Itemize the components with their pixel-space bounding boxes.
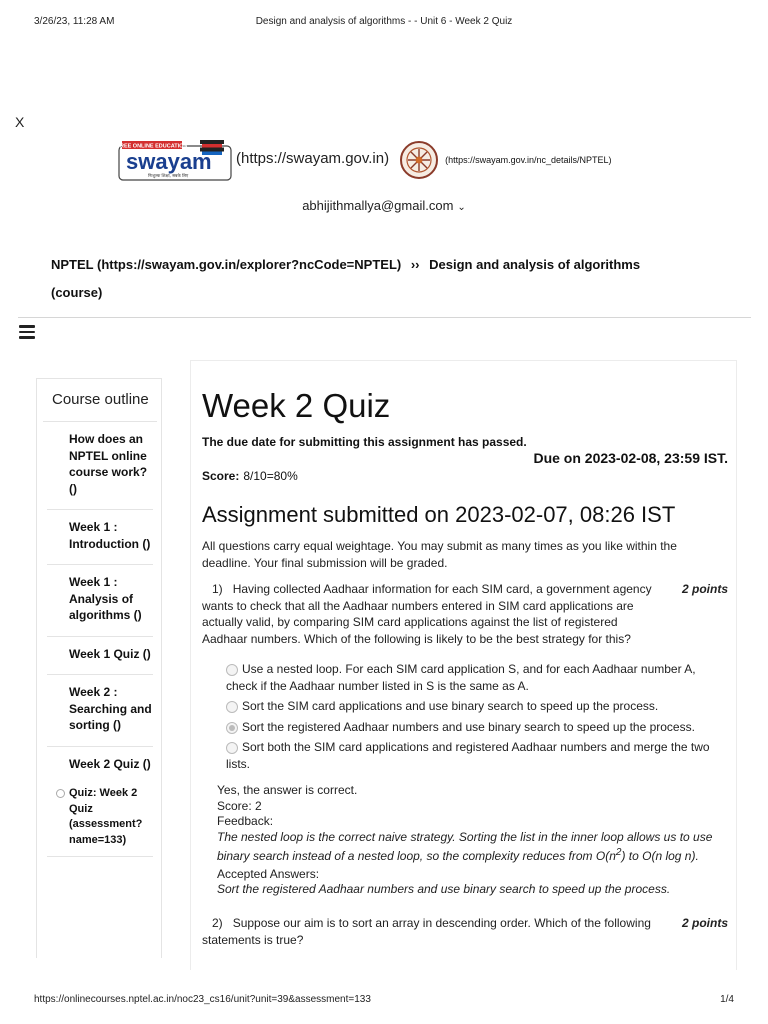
instructions: All questions carry equal weightage. You may submit as many times as you like within the deadline. Your final submission will be graded. bbox=[202, 539, 677, 570]
quiz-panel bbox=[190, 360, 737, 970]
print-page-number: 1/4 bbox=[720, 994, 734, 1005]
score-value: 8/10=80% bbox=[243, 469, 298, 483]
swayam-name: swayam bbox=[126, 149, 212, 174]
swayam-tagline: FREE ONLINE EDUCATION bbox=[118, 143, 188, 150]
question-number: 2) bbox=[212, 916, 223, 930]
radio-selected-icon[interactable] bbox=[226, 722, 238, 734]
sidebar-item-week1-analysis[interactable]: Week 1 : Analysis of algorithms () bbox=[47, 565, 153, 637]
print-datetime: 3/26/23, 11:28 AM bbox=[34, 16, 115, 27]
option-text: Use a nested loop. For each SIM card application S, and for each Aadhaar number A, bbox=[242, 662, 696, 676]
option-4[interactable] bbox=[226, 739, 726, 772]
circle-icon bbox=[56, 789, 65, 798]
course-outline-sidebar bbox=[36, 378, 162, 958]
option-2[interactable] bbox=[226, 698, 726, 715]
user-menu[interactable] bbox=[0, 198, 768, 213]
breadcrumb-course[interactable]: Design and analysis of algorithms (course) bbox=[51, 257, 641, 300]
accepted-answer: Sort the registered Aadhaar numbers and use binary search to speed up the process. bbox=[217, 882, 671, 896]
brand-row bbox=[118, 138, 612, 182]
sidebar-item-week2-searching[interactable]: Week 2 : Searching and sorting () bbox=[47, 675, 153, 747]
sidebar-item-how-it-works[interactable]: How does an NPTEL online course work? () bbox=[47, 422, 153, 510]
sidebar-subitem-quiz-week2[interactable] bbox=[47, 778, 153, 857]
option-text-continued: lists. bbox=[226, 756, 250, 771]
due-passed-notice: The due date for submitting this assignment has passed. bbox=[202, 435, 527, 449]
accepted-answers-label: Accepted Answers: bbox=[217, 866, 320, 881]
print-url: https://onlinecourses.nptel.ac.in/noc23_cs16/unit?unit=39&assessment=133 bbox=[34, 994, 371, 1005]
breadcrumb-separator: ›› bbox=[410, 257, 420, 272]
score-line bbox=[202, 469, 298, 483]
question-text-wrapper bbox=[202, 915, 728, 948]
option-text: Sort the SIM card applications and use binary search to speed up the process. bbox=[242, 699, 659, 713]
sidebar-subitem-label: Quiz: Week 2 Quiz (assessment?name=133) bbox=[69, 787, 143, 846]
sidebar-item-week1-intro[interactable]: Week 1 : Introduction () bbox=[47, 510, 153, 565]
radio-icon[interactable] bbox=[226, 742, 238, 754]
breadcrumb-nptel-link[interactable]: NPTEL (https://swayam.gov.in/explorer?ncCode=NPTEL) bbox=[51, 257, 402, 272]
swayam-link[interactable]: (https://swayam.gov.in) bbox=[236, 149, 390, 167]
swayam-logo[interactable] bbox=[118, 138, 232, 182]
close-button[interactable]: X bbox=[15, 114, 25, 130]
question-text-wrapper bbox=[202, 581, 728, 647]
course-outline-heading: Course outline bbox=[43, 379, 157, 422]
question-points: 2 points bbox=[681, 916, 728, 930]
feedback-block bbox=[217, 783, 729, 898]
radio-icon[interactable] bbox=[226, 664, 238, 676]
nptel-logo[interactable] bbox=[399, 140, 439, 180]
option-1[interactable] bbox=[226, 661, 726, 694]
result-text: Yes, the answer is correct. bbox=[217, 783, 358, 797]
radio-icon[interactable] bbox=[226, 701, 238, 713]
submission-heading: Assignment submitted on 2023-02-07, 08:26 IST bbox=[202, 502, 676, 527]
question-2 bbox=[202, 915, 728, 948]
option-3[interactable] bbox=[226, 719, 726, 736]
question-text: Having collected Aadhaar information for each SIM card, a government agency wants to check that all the Aadhaar numbers entered in SIM card applications are actually valid, by comparing SIM card applications against the list of registered Aadhaar numbers. Which of the following is likely to be the best strategy for this? bbox=[202, 582, 652, 646]
sidebar-item-week1-quiz[interactable]: Week 1 Quiz () bbox=[47, 637, 153, 676]
score-label: Score: bbox=[202, 469, 240, 483]
print-page-title: Design and analysis of algorithms - - Unit 6 - Week 2 Quiz bbox=[255, 16, 513, 27]
option-text-continued: check if the Aadhaar number listed in S is the same as A. bbox=[226, 678, 529, 693]
feedback-label: Feedback: bbox=[217, 814, 274, 828]
due-date: Due on 2023-02-08, 23:59 IST. bbox=[533, 450, 728, 466]
option-text: Sort the registered Aadhaar numbers and use binary search to speed up the process. bbox=[242, 719, 695, 734]
answer-options bbox=[226, 661, 726, 776]
sidebar-item-week2-quiz[interactable]: Week 2 Quiz () bbox=[69, 756, 151, 771]
question-1 bbox=[202, 581, 728, 647]
hamburger-menu-icon[interactable] bbox=[19, 325, 35, 339]
question-number: 1) bbox=[212, 582, 223, 596]
question-text: Suppose our aim is to sort an array in descending order. Which of the following statements is true? bbox=[202, 916, 651, 947]
feedback-text: The nested loop is the correct naive strategy. Sorting the list in the inner loop allows us to use binary search instead of a nested loop, so the complexity reduces from $O(n^2)$ to O(n log n). bbox=[217, 829, 713, 863]
option-text: Sort both the SIM card applications and registered Aadhaar numbers and merge the two bbox=[242, 740, 710, 754]
chevron-down-icon: ⌄ bbox=[457, 202, 466, 213]
swayam-subline: निःशुल्क शिक्षा, सबके लिए bbox=[148, 173, 189, 178]
divider bbox=[18, 317, 751, 318]
nptel-link[interactable]: (https://swayam.gov.in/nc_details/NPTEL) bbox=[445, 155, 612, 165]
user-email: abhijithmallya@gmail.com bbox=[302, 198, 454, 213]
breadcrumb bbox=[51, 251, 691, 307]
page-title: Week 2 Quiz bbox=[202, 387, 391, 424]
question-score: Score: 2 bbox=[217, 798, 262, 813]
question-points: 2 points bbox=[681, 582, 728, 596]
